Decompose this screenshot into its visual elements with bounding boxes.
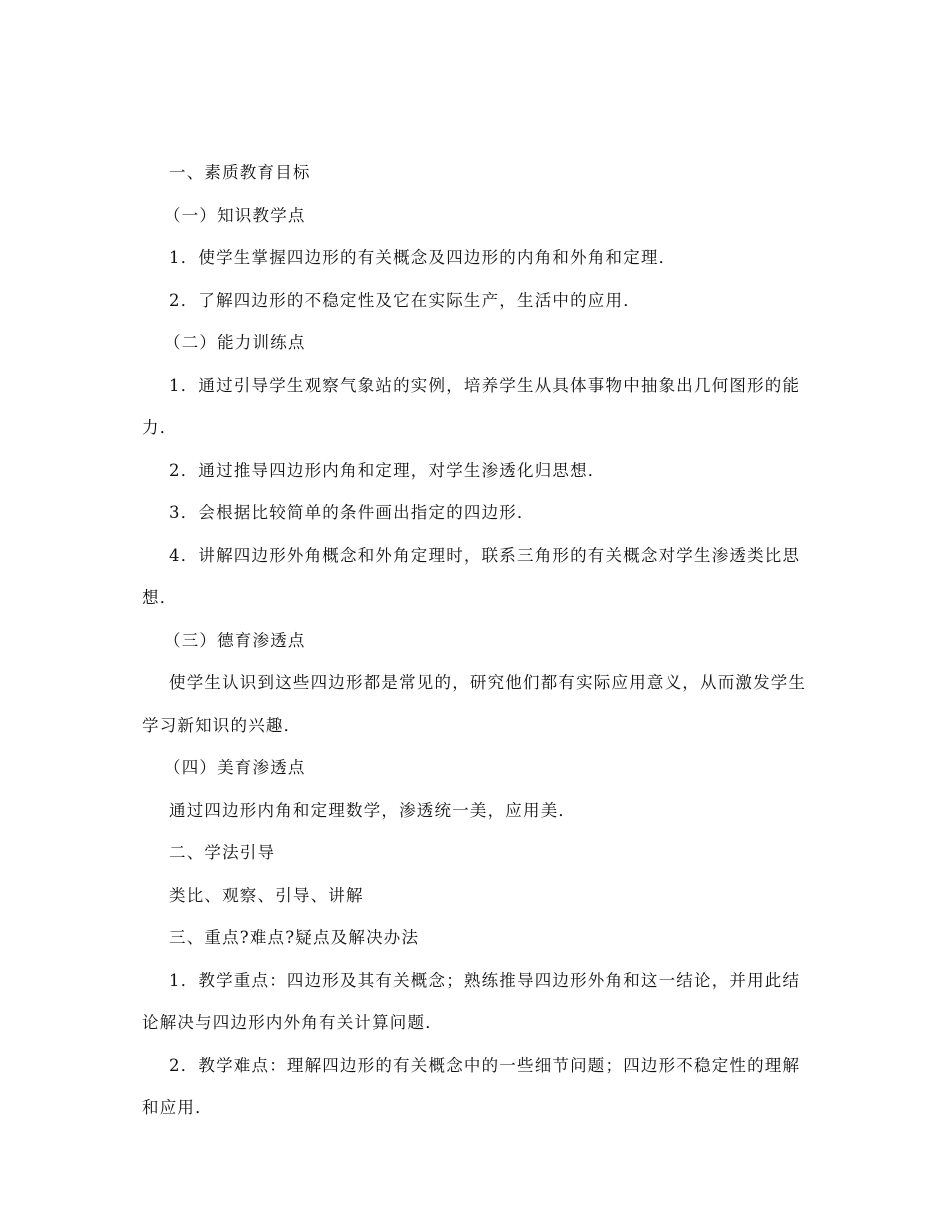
key-point-item-2: 2．教学难点：理解四边形的有关概念中的一些细节问题；四边形不稳定性的理解和应用． xyxy=(142,1055,801,1117)
knowledge-item-1: 1．使学生掌握四边形的有关概念及四边形的内角和外角和定理． xyxy=(169,248,677,267)
section-heading-study-methods: 二、学法引导 xyxy=(169,843,276,862)
subsection-heading-moral-points: （三）德育渗透点 xyxy=(164,630,306,650)
study-methods-paragraph: 类比、观察、引导、讲解 xyxy=(169,885,364,905)
section-heading-key-points: 三、重点?难点?疑点及解决办法 xyxy=(169,928,420,947)
subsection-heading-aesthetic-points: （四）美育渗透点 xyxy=(164,758,306,777)
ability-item-3: 3．会根据比较简单的条件画出指定的四边形． xyxy=(169,503,535,522)
aesthetic-paragraph: 通过四边形内角和定理数学，渗透统一美，应用美． xyxy=(169,800,577,820)
subsection-heading-knowledge-points: （一）知识教学点 xyxy=(164,205,306,225)
key-point-item-1: 1．教学重点：四边形及其有关概念；熟练推导四边形外角和这一结论，并用此结论解决与四边形内外角有关计算问题． xyxy=(142,970,801,1032)
knowledge-item-2: 2．了解四边形的不稳定性及它在实际生产，生活中的应用． xyxy=(169,290,641,310)
subsection-heading-ability-points: （二）能力训练点 xyxy=(164,333,306,352)
ability-item-1: 1．通过引导学生观察气象站的实例，培养学生从具体事物中抽象出几何图形的能力． xyxy=(142,375,801,437)
document-body xyxy=(142,152,814,1130)
ability-item-4: 4．讲解四边形外角概念和外角定理时，联系三角形的有关概念对学生渗透类比思想． xyxy=(142,545,801,607)
ability-item-2: 2．通过推导四边形内角和定理，对学生渗透化归思想． xyxy=(169,460,606,480)
moral-paragraph: 使学生认识到这些四边形都是常见的，研究他们都有实际应用意义，从而激发学生学习新知识的兴趣． xyxy=(142,673,807,735)
section-heading-quality-goals: 一、素质教育目标 xyxy=(169,163,311,182)
